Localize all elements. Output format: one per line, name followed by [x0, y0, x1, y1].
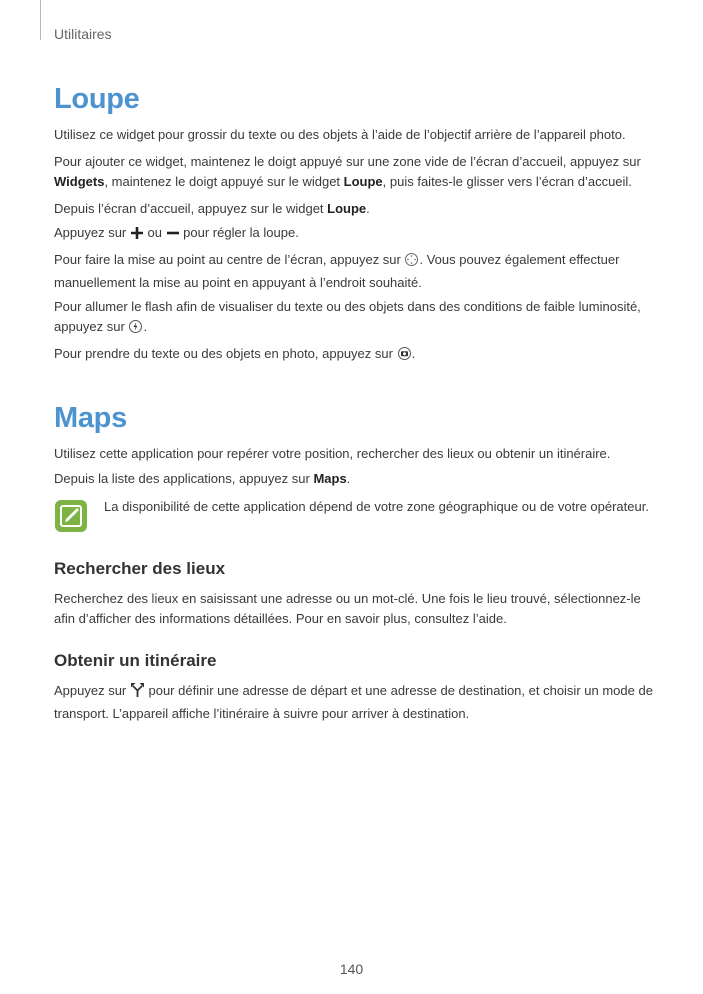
loupe-capture	[54, 344, 654, 367]
section-header: Utilitaires	[54, 26, 112, 42]
note-icon	[54, 499, 88, 533]
text-run: pour définir une adresse de départ et une adresse de destination, et choisir un mode de transport. L’appareil affiche l’itinéraire à suivre pour arriver à destination.	[54, 683, 653, 721]
header-rule	[40, 0, 41, 40]
text-run: , puis faites-le glisser vers l’écran d’accueil.	[382, 174, 632, 189]
availability-note	[54, 497, 654, 535]
directions-text	[54, 681, 654, 724]
directions-icon	[130, 682, 145, 704]
text-run: .	[346, 471, 351, 486]
bold-loupe: Loupe	[327, 201, 367, 216]
page-number: 140	[339, 961, 364, 977]
flash-icon	[128, 319, 143, 340]
maps-intro: Utilisez cette application pour repérer votre position, rechercher des lieux ou obtenir un itinéraire.	[54, 446, 611, 461]
text-run: Depuis l’écran d’accueil, appuyez sur le widget	[54, 201, 328, 216]
bold-loupe: Loupe	[343, 174, 383, 189]
text-run: Appuyez sur	[54, 225, 130, 240]
text-run: , maintenez le doigt appuyé sur le widget	[104, 174, 344, 189]
text-run: .	[143, 319, 148, 334]
directions-heading: Obtenir un itinéraire	[54, 651, 217, 670]
text-run: Appuyez sur	[54, 683, 130, 698]
text-run: Depuis la liste des applications, appuyez sur	[54, 471, 314, 486]
text-run: pour régler la loupe.	[179, 225, 299, 240]
minus-icon	[166, 226, 180, 246]
plus-icon	[130, 226, 144, 246]
text-run: .	[411, 346, 416, 361]
text-run: Pour ajouter ce widget, maintenez le doigt appuyé sur une zone vide de l’écran d’accueil, appuyez sur	[54, 154, 641, 169]
loupe-open	[54, 199, 654, 219]
focus-icon	[404, 252, 419, 273]
loupe-title: Loupe	[54, 83, 140, 115]
bold-maps: Maps	[313, 471, 347, 486]
search-places-heading: Rechercher des lieux	[54, 559, 226, 578]
loupe-add-widget	[54, 152, 654, 192]
bold-widgets: Widgets	[54, 174, 105, 189]
loupe-zoom	[54, 223, 654, 246]
loupe-intro: Utilisez ce widget pour grossir du texte ou des objets à l’aide de l’objectif arrière de l’appareil photo.	[54, 127, 626, 142]
page-content	[54, 82, 654, 724]
loupe-flash	[54, 297, 654, 340]
maps-open	[54, 469, 654, 489]
text-run: Pour prendre du texte ou des objets en photo, appuyez sur	[54, 346, 397, 361]
text-run: . Vous pouvez également effectuer manuellement la mise au point en appuyant à l’endroit souhaité.	[54, 252, 620, 290]
text-run: .	[366, 201, 370, 216]
maps-title: Maps	[54, 402, 127, 434]
text-run: Pour faire la mise au point au centre de l’écran, appuyez sur	[54, 252, 405, 267]
text-run: Pour allumer le flash afin de visualiser du texte ou des objets dans des conditions de faible luminosité, appuyez sur	[54, 299, 641, 334]
text-run: ou	[143, 225, 166, 240]
camera-icon	[397, 346, 412, 367]
search-places-text: Recherchez des lieux en saisissant une adresse ou un mot-clé. Une fois le lieu trouvé, sélectionnez-le afin d’afficher des informations détaillées. Pour en savoir plus, consultez l’aide.	[54, 591, 641, 626]
note-text: La disponibilité de cette application dépend de votre zone géographique ou de votre opérateur.	[104, 499, 649, 514]
loupe-focus	[54, 250, 654, 293]
